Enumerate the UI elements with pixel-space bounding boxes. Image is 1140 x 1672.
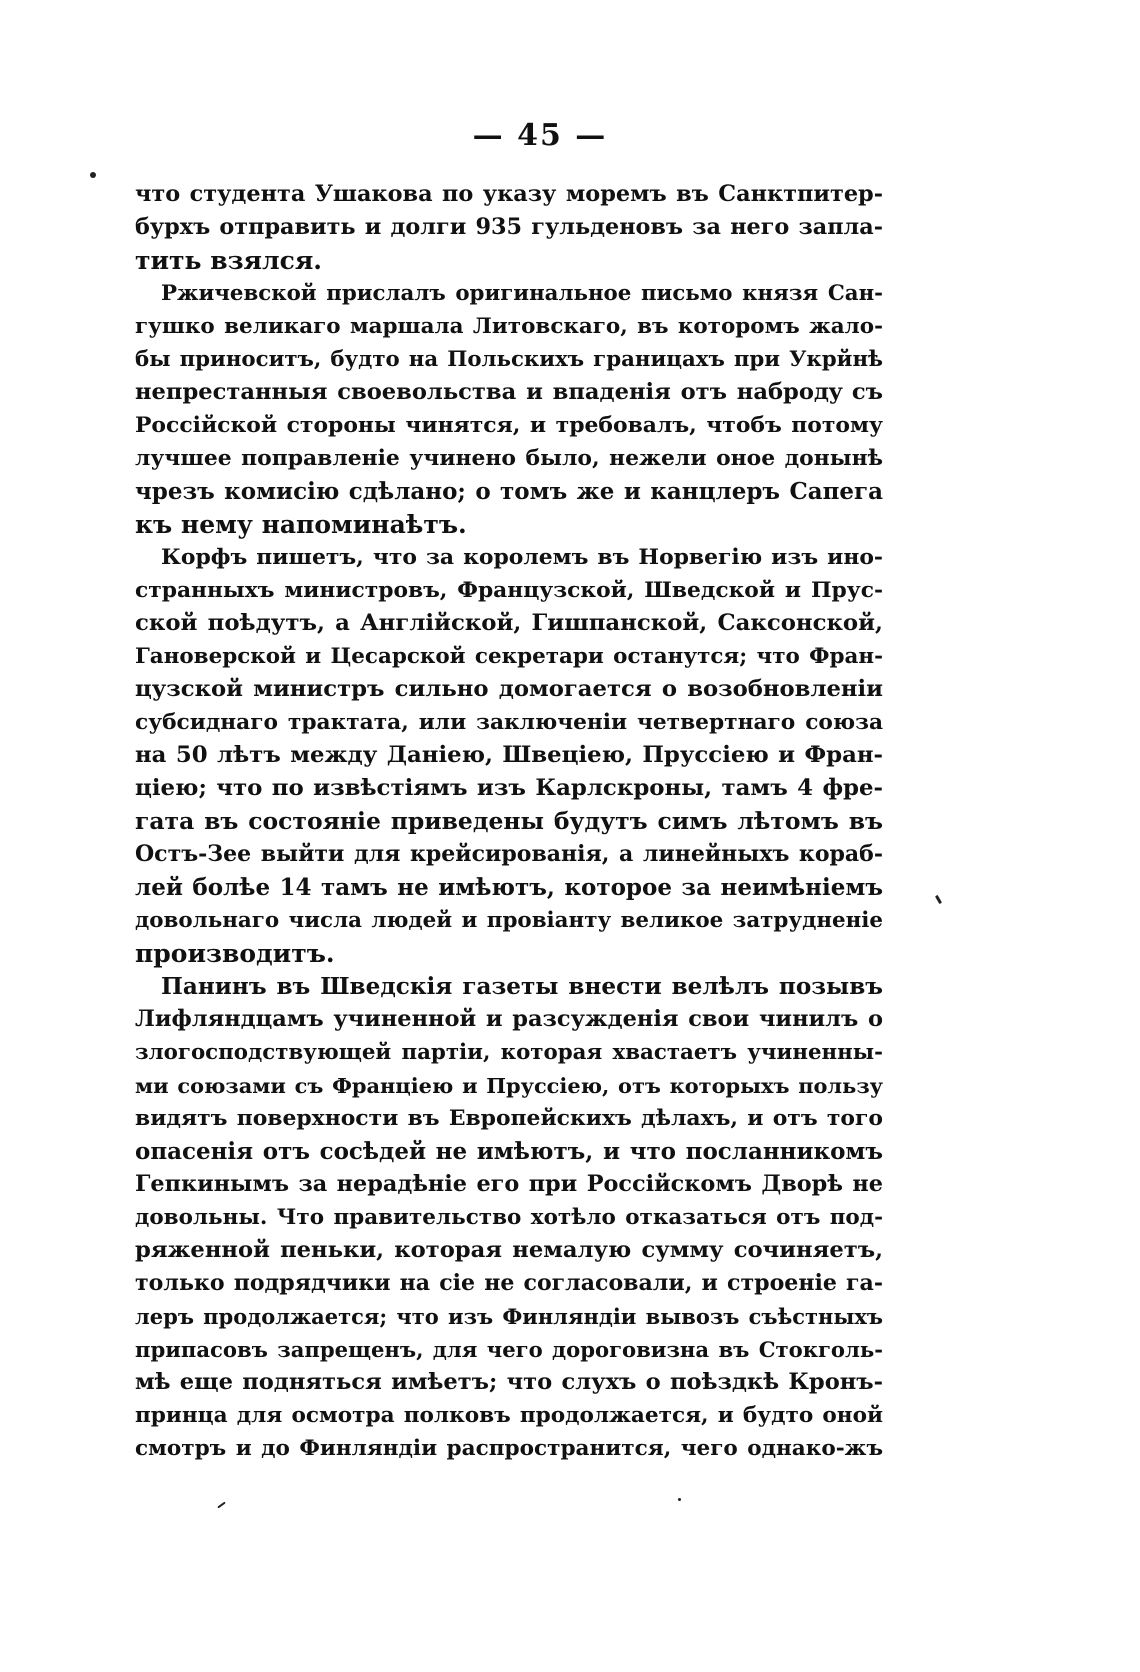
text-line: бурхъ отправить и долги 935 гульденовъ за него запла- xyxy=(135,214,883,240)
text-line: смотръ и до Финляндіи распространится, чего однако-жъ xyxy=(135,1436,883,1461)
text-line: къ нему напоминаѣтъ. xyxy=(135,510,467,539)
text-line: принца для осмотра полковъ продолжается, и будто оной xyxy=(135,1403,883,1428)
scan-speck xyxy=(217,1502,226,1509)
text-line: Россійской стороны чинятся, и требовалъ, чтобъ потому xyxy=(135,412,883,438)
text-line: ской поѣдутъ, а Англійской, Гишпанской, Саксонской, xyxy=(135,610,883,636)
text-line: непрестанныя своевольства и впаденія отъ набродy съ xyxy=(135,379,883,405)
text-line: лучшее поправленіе учинено было, нежели оное донынѣ xyxy=(135,445,883,471)
text-line: леръ продолжается; что изъ Финляндіи вывозъ съѣстныхъ xyxy=(135,1304,883,1329)
text-line: мѣ еще подняться имѣетъ; что слухъ о поѣздкѣ Кронъ- xyxy=(135,1369,883,1395)
text-line: что студента Ушакова по указу моремъ въ Санктпитер- xyxy=(135,181,883,207)
text-line: тить взялся. xyxy=(135,246,323,275)
text-line: Остъ-Зее выйти для крейсированія, а линейныхъ кораб- xyxy=(135,841,883,867)
text-line: Гановерской и Цесарской секретари останутся; что Фран- xyxy=(135,644,883,669)
text-line: гата въ состояніе приведены будутъ симъ лѣтомъ въ xyxy=(135,807,883,835)
text-line: странныхъ министровъ, Французской, Шведской и Прус- xyxy=(135,578,883,603)
text-line: Ржичевской прислалъ оригинальное письмо князя Сан- xyxy=(161,281,883,306)
scan-speck xyxy=(935,895,942,904)
text-line: субсиднаго трактата, или заключеніи четвертнаго союза xyxy=(135,710,883,735)
text-line: бы приноситъ, будто на Польскихъ границахъ при Укрйнѣ xyxy=(135,347,883,372)
scan-speck xyxy=(678,1498,681,1501)
body-text xyxy=(135,178,883,1465)
text-line: ряженной пеньки, которая немалую сумму сочиняетъ, xyxy=(135,1237,883,1263)
text-line: довольны. Что правительство хотѣло отказаться отъ под- xyxy=(135,1205,883,1230)
text-line: ми союзами съ Франціею и Пруссіею, отъ которыхъ пользу xyxy=(135,1073,883,1098)
text-line: гушко великаго маршала Литовскаго, въ которомъ жало- xyxy=(135,314,883,339)
text-line: чрезъ комисію сдѣлано; о томъ же и канцлеръ Сапега xyxy=(135,478,883,505)
text-line: Гепкинымъ за нерадѣніе его при Россійскомъ Дворѣ не xyxy=(135,1171,883,1197)
text-line: злогосподствующей партіи, которая хвастаетъ учиненны- xyxy=(135,1040,883,1065)
text-line: цузской министръ сильно домогается о возобновленіи xyxy=(135,676,883,702)
text-line: Панинъ въ Шведскія газеты внести велѣлъ позывъ xyxy=(161,973,883,1000)
text-line: на 50 лѣтъ между Даніею, Швеціею, Пруссіею и Фран- xyxy=(135,742,883,768)
text-line: Лифляндцамъ учиненной и разсужденія свои чинилъ о xyxy=(135,1006,883,1032)
page-number: — 45 — xyxy=(472,118,608,153)
text-line: видятъ поверхности въ Европейскихъ дѣлахъ, и отъ того xyxy=(135,1105,883,1131)
scan-speck xyxy=(90,172,96,178)
text-line: довольнаго числа людей и провіанту великое затрудненіе xyxy=(135,908,883,933)
text-line: ціею; что по извѣстіямъ изъ Карлскроны, тамъ 4 фре- xyxy=(135,775,883,801)
text-line: опасенія отъ сосѣдей не имѣютъ, и что посланникомъ xyxy=(135,1138,883,1165)
text-line: производитъ. xyxy=(135,939,335,968)
text-line: припасовъ запрещенъ, для чего дороговизна въ Стокголь- xyxy=(135,1337,883,1362)
text-line: лей болѣе 14 тамъ не имѣютъ, которое за неимѣніемъ xyxy=(135,874,883,901)
text-line: Корфъ пишетъ, что за королемъ въ Норвегію изъ ино- xyxy=(161,544,883,570)
text-line: только подрядчики на сіе не согласовали, и строеніе га- xyxy=(135,1270,883,1296)
